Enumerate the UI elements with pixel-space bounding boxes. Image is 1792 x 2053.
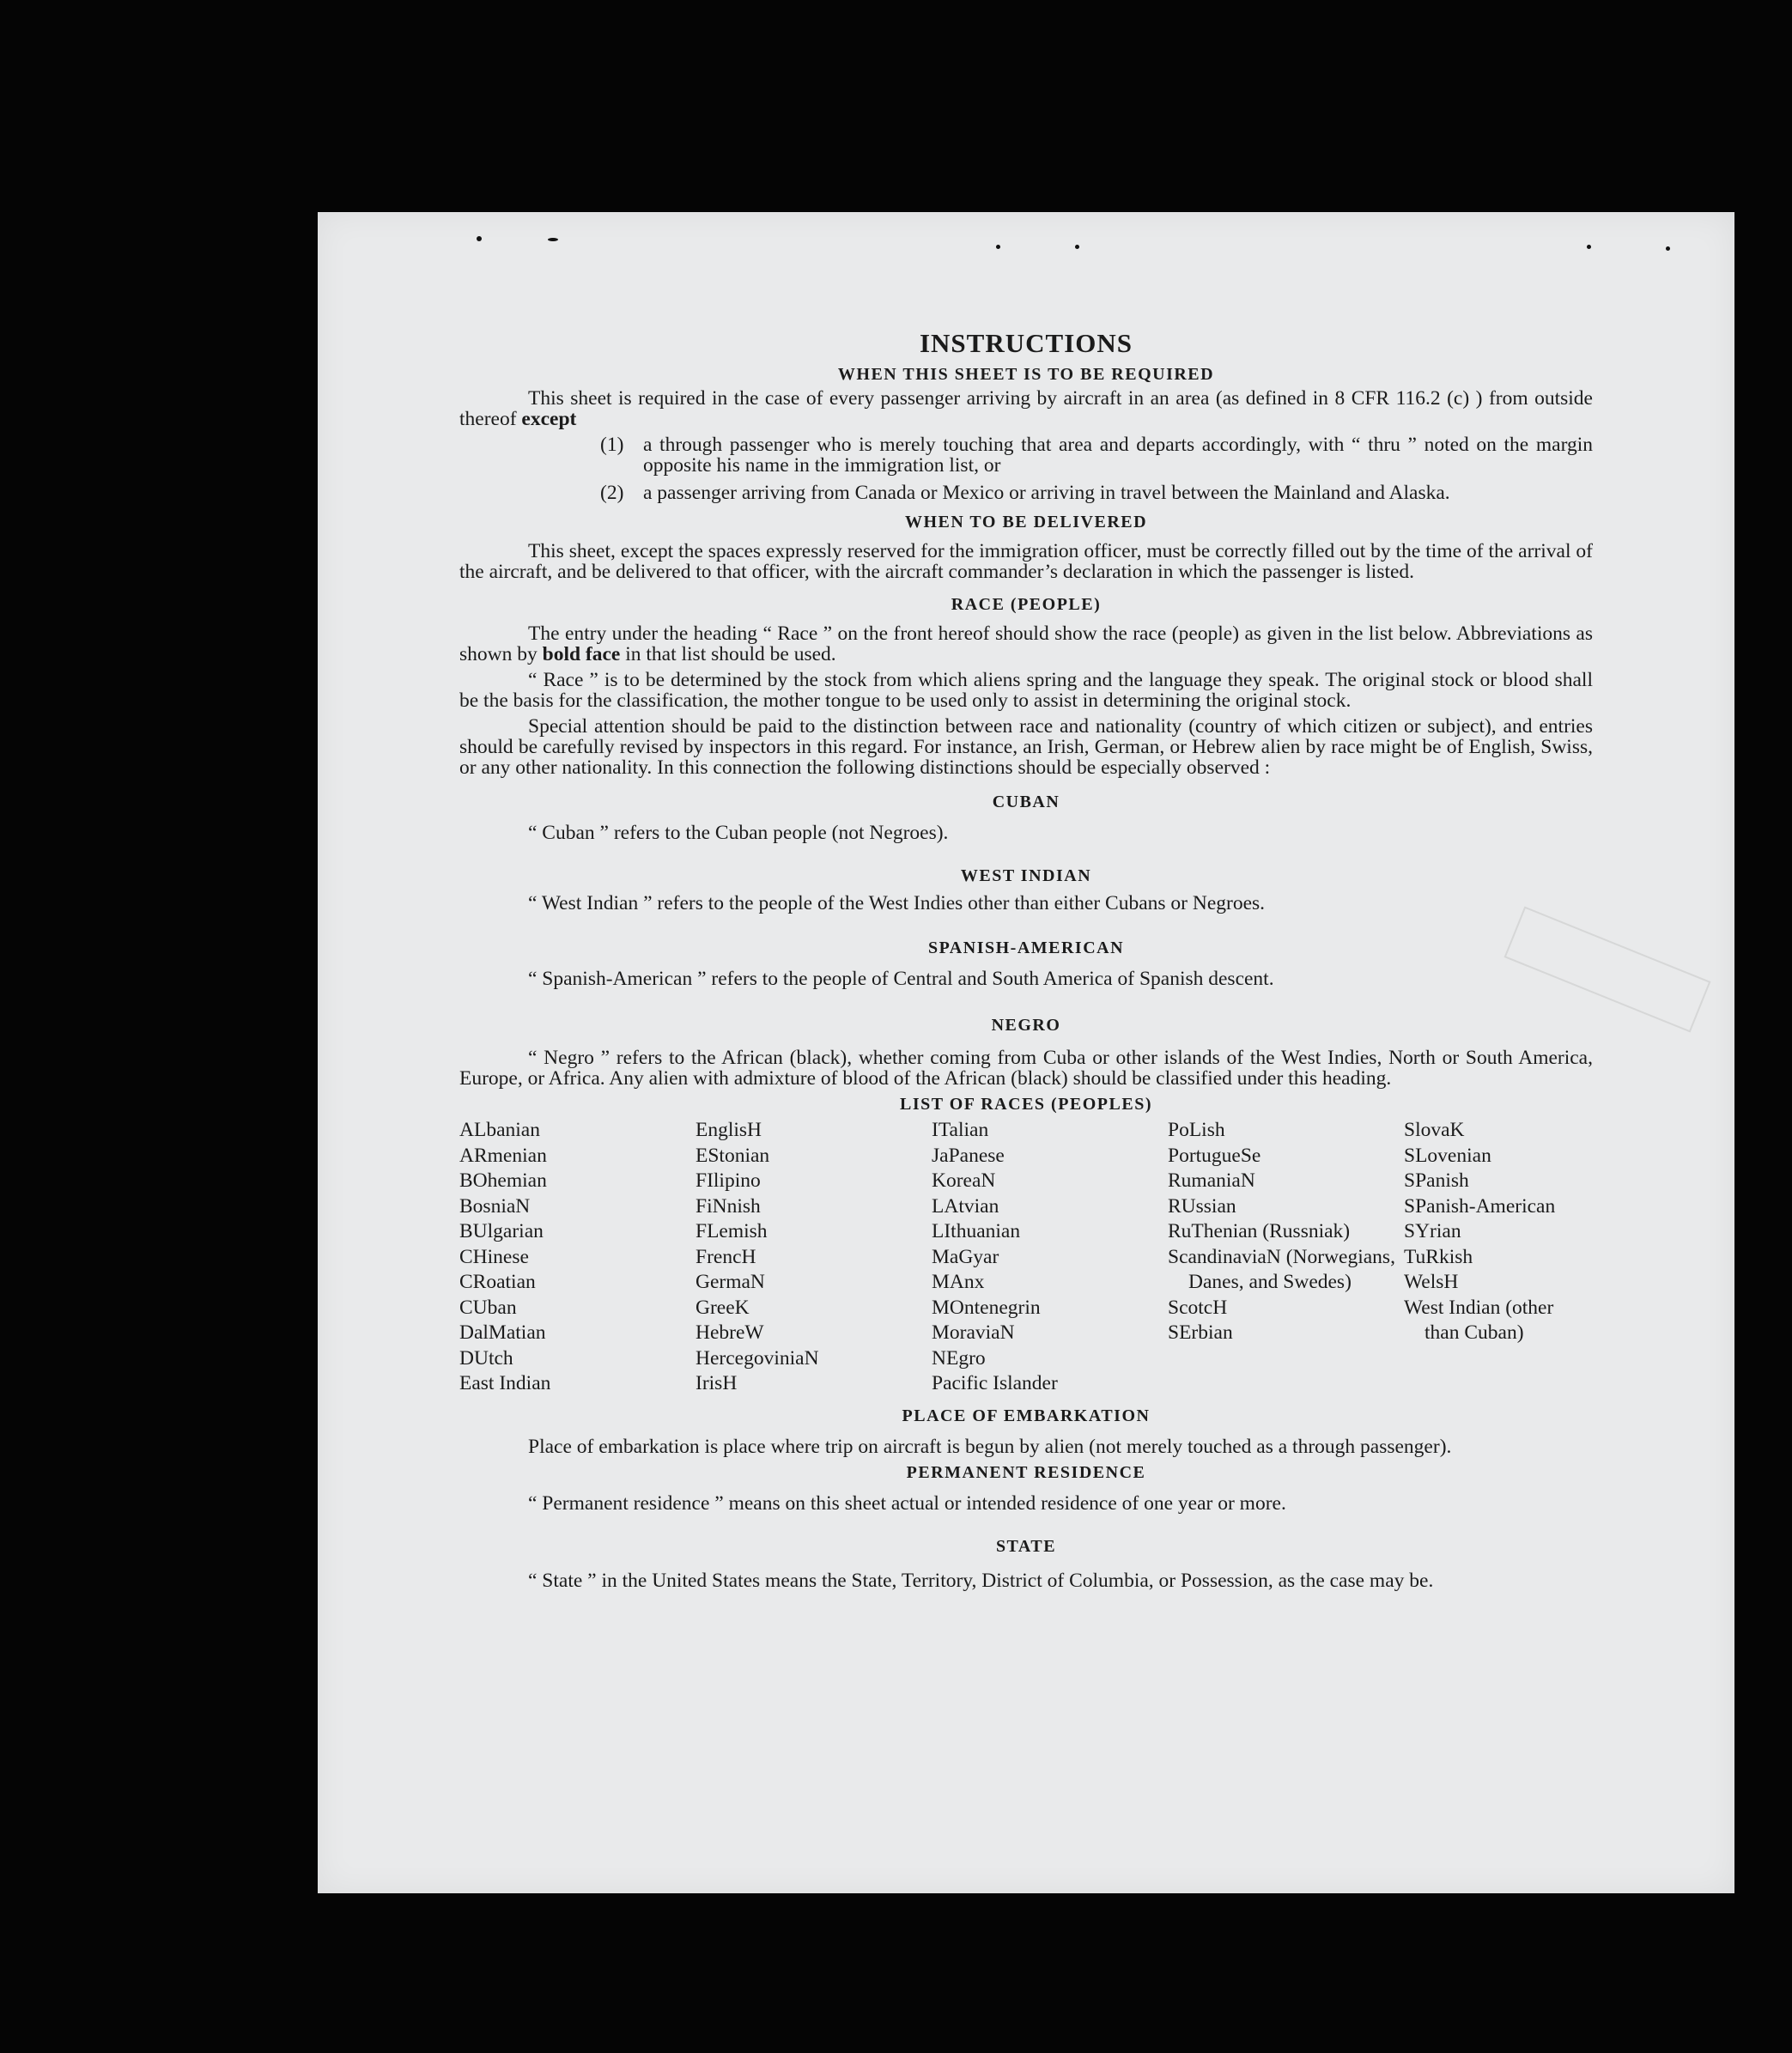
race-item: IrisH — [696, 1372, 738, 1394]
document-sheet — [318, 212, 1734, 1893]
page-title: INSTRUCTIONS — [919, 328, 1133, 358]
residence-text: “ Permanent residence ” means on this sheet actual or intended residence of one year or more. — [528, 1491, 1286, 1515]
races-column-3 — [932, 1118, 1168, 1397]
race-item: BUlgarian — [459, 1220, 544, 1242]
speck — [1587, 245, 1591, 249]
race-paragraph-1: The entry under the heading “ Race ” on the front hereof should show the race (people) as given in the list below. Abbreviations as shown by bold face in that list should be used. — [459, 623, 1593, 665]
race-item: GreeK — [696, 1296, 750, 1319]
race-item: ITalian — [932, 1119, 989, 1141]
race-item: East Indian — [459, 1372, 551, 1394]
when-required-intro: This sheet is required in the case of every passenger arriving by aircraft in an area (as defined in 8 CFR 116.2 (c) ) from outside thereof except — [459, 387, 1593, 430]
race-item: BOhemian — [459, 1169, 547, 1192]
race-item: NEgro — [932, 1346, 986, 1370]
heading-race: RACE (PEOPLE) — [951, 595, 1102, 614]
exception-item-2: (2) a passenger arriving from Canada or Mexico or arriving in travel between the Mainland and Alaska. — [600, 482, 1450, 504]
race-item: ScandinaviaN (Norwegians, Danes, and Swedes) — [1168, 1245, 1395, 1293]
race-item: LIthuanian — [932, 1220, 1021, 1242]
race-item: CHinese — [459, 1245, 529, 1268]
races-column-1 — [459, 1118, 696, 1397]
race-item: FIlipino — [696, 1169, 761, 1192]
race-paragraph-3: Special attention should be paid to the distinction between race and nationality (country of which citizen or subject), and entries should be carefully revised by inspectors in this regard. For instance, an Irish, German, or Hebrew alien by race might be of English, Swiss, or any other nationality. In this connection the following distinctions should be especially observed : — [459, 715, 1593, 779]
heading-cuban: CUBAN — [992, 793, 1060, 811]
race-item: DUtch — [459, 1346, 513, 1370]
embarkation-text: Place of embarkation is place where trip on aircraft is begun by alien (not merely touched as a through passenger). — [528, 1435, 1452, 1458]
heading-residence: PERMANENT RESIDENCE — [906, 1462, 1146, 1482]
race-item: Pacific Islander — [932, 1372, 1058, 1394]
heading-list-of-races: LIST OF RACES (PEOPLES) — [899, 1095, 1152, 1114]
race-item: LAtvian — [932, 1194, 999, 1218]
races-column-2 — [696, 1118, 932, 1397]
race-item: DalMatian — [459, 1321, 546, 1344]
race-item: KoreaN — [932, 1169, 996, 1192]
races-column-4 — [1168, 1118, 1404, 1397]
race-item: HercegoviniaN — [696, 1346, 819, 1370]
race-item: CUban — [459, 1296, 517, 1319]
when-delivered-text: This sheet, except the spaces expressly reserved for the immigration officer, must be correctly filled out by the time of the arrival of the aircraft, and be delivered to that officer, with the aircraft commander’s declaration in which the passenger is listed. — [459, 540, 1593, 583]
race-item: HebreW — [696, 1321, 764, 1344]
race-item: MoraviaN — [932, 1321, 1015, 1344]
race-item: FrencH — [696, 1245, 756, 1268]
spanish-american-text: “ Spanish-American ” refers to the people of Central and South America of Spanish descent. — [528, 968, 1274, 990]
heading-negro: NEGRO — [991, 1016, 1061, 1035]
race-item: EnglisH — [696, 1119, 762, 1141]
speck — [477, 236, 482, 241]
race-item: West Indian (other than Cuban) — [1404, 1296, 1554, 1344]
speck — [1666, 246, 1670, 251]
race-item: RUssian — [1168, 1194, 1236, 1218]
race-item: RuThenian (Russniak) — [1168, 1220, 1351, 1242]
cuban-text: “ Cuban ” refers to the Cuban people (not Negroes). — [528, 822, 949, 844]
race-item: PortugueSe — [1168, 1144, 1261, 1167]
race-item: RumaniaN — [1168, 1169, 1255, 1192]
race-item: MaGyar — [932, 1245, 999, 1268]
heading-when-delivered: WHEN TO BE DELIVERED — [904, 513, 1148, 531]
race-item: EStonian — [696, 1144, 770, 1167]
race-item: TuRkish — [1404, 1245, 1473, 1268]
speck — [548, 238, 558, 241]
heading-when-required: WHEN THIS SHEET IS TO BE REQUIRED — [837, 365, 1215, 384]
race-item: FiNnish — [696, 1194, 761, 1218]
race-item: GermaN — [696, 1271, 765, 1293]
race-item: SErbian — [1168, 1321, 1233, 1344]
heading-west-indian: WEST INDIAN — [960, 866, 1092, 885]
race-item: SYrian — [1404, 1220, 1461, 1242]
heading-spanish-american: SPANISH-AMERICAN — [927, 938, 1125, 957]
race-item: ARmenian — [459, 1144, 547, 1167]
state-text: “ State ” in the United States means the State, Territory, District of Columbia, or Possession, as the case may be. — [528, 1569, 1434, 1592]
race-item: SlovaK — [1404, 1119, 1465, 1141]
exception-item-1: (1) a through passenger who is merely touching that area and departs accordingly, with “ thru ” noted on the margin opposite his name in the immigration list, or — [600, 434, 1593, 477]
race-item: WelsH — [1404, 1271, 1459, 1293]
races-column-5 — [1404, 1118, 1593, 1397]
races-list — [459, 1118, 1593, 1397]
race-item: JaPanese — [932, 1144, 1005, 1167]
race-item: MOntenegrin — [932, 1296, 1041, 1319]
race-item: ALbanian — [459, 1119, 540, 1141]
race-item: ScotcH — [1168, 1296, 1228, 1319]
race-item: SPanish — [1404, 1169, 1469, 1192]
west-indian-text: “ West Indian ” refers to the people of the West Indies other than either Cubans or Negroes. — [528, 892, 1266, 914]
speck — [996, 245, 1000, 249]
race-item: SLovenian — [1404, 1144, 1491, 1167]
race-item: PoLish — [1168, 1119, 1225, 1141]
race-item: FLemish — [696, 1220, 768, 1242]
race-item: MAnx — [932, 1271, 985, 1293]
race-item: BosniaN — [459, 1194, 531, 1218]
race-item: CRoatian — [459, 1271, 536, 1293]
race-paragraph-2: “ Race ” is to be determined by the stock from which aliens spring and the language they speak. The original stock or blood shall be the basis for the classification, the mother tongue to be used only to assist in determining the original stock. — [459, 669, 1593, 712]
race-item: SPanish-American — [1404, 1194, 1556, 1218]
speck — [1075, 245, 1079, 249]
heading-embarkation: PLACE OF EMBARKATION — [902, 1406, 1151, 1425]
instructions-content — [459, 328, 1593, 1594]
negro-text: “ Negro ” refers to the African (black), whether coming from Cuba or other islands of the West Indies, North or South America, Europe, or Africa. Any alien with admixture of blood of the African (black) should be classified under this heading. — [459, 1047, 1593, 1090]
heading-state: STATE — [995, 1536, 1057, 1556]
